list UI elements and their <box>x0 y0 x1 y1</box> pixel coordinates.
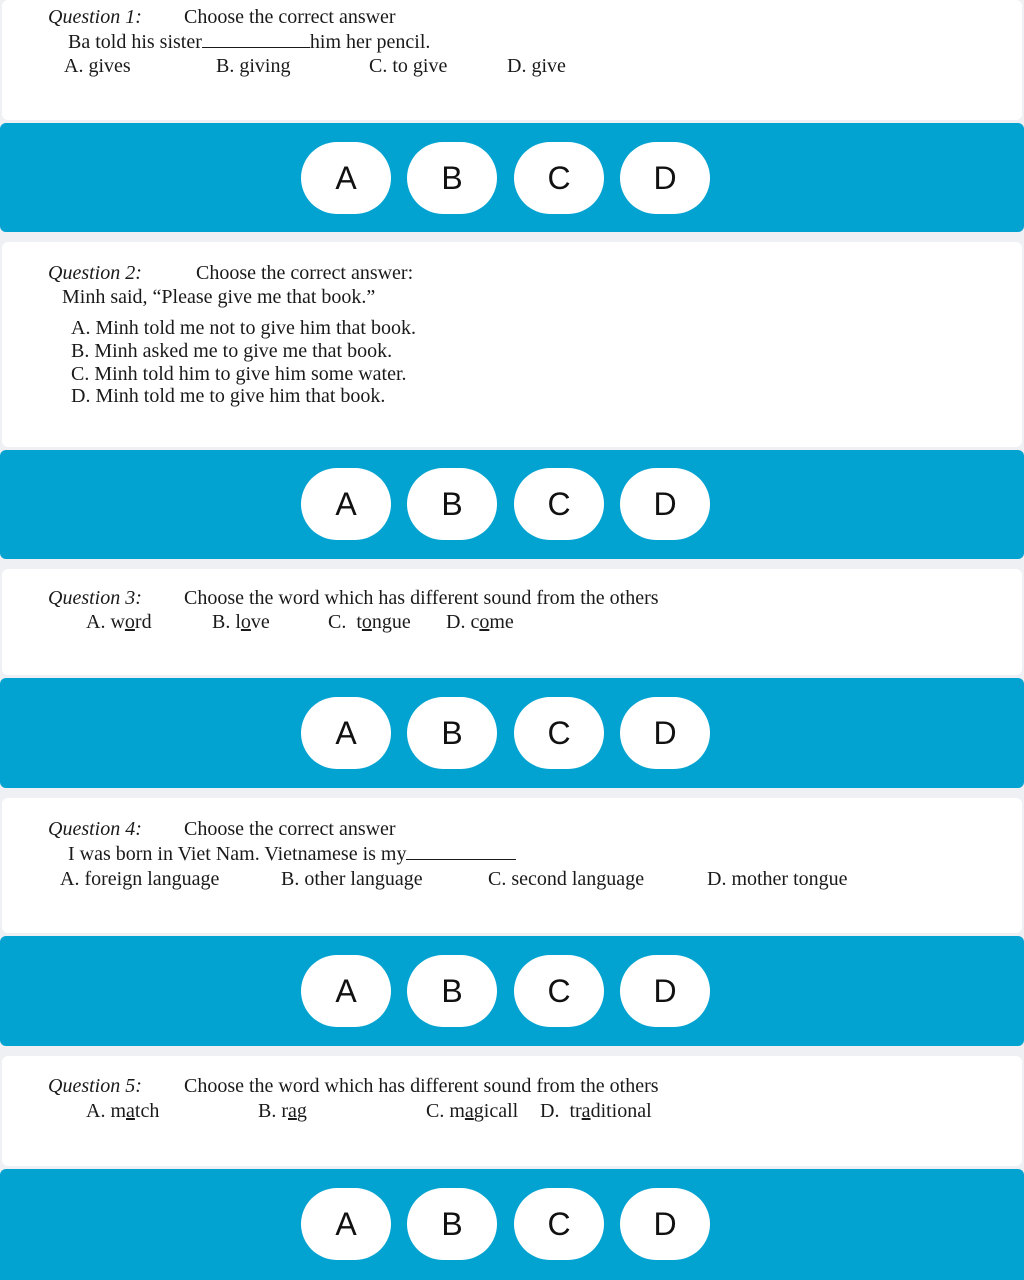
question-3-answer-d-button[interactable]: D <box>620 697 710 769</box>
underlined-letter: o <box>240 611 251 633</box>
question-1-option-c: C. to give <box>369 55 448 77</box>
question-4-option-b: B. other language <box>281 868 423 890</box>
question-5-option-c: C. magicall <box>426 1100 519 1122</box>
underlined-letter: a <box>464 1100 474 1122</box>
question-5-answer-a-button[interactable]: A <box>301 1188 391 1260</box>
question-4-instruction: Choose the correct answer <box>184 818 396 840</box>
question-1-answer-bar <box>0 123 1024 232</box>
question-4-stem-text: I was born in Viet Nam. Vietnamese is my <box>68 843 407 865</box>
question-1-stem-after: him her pencil. <box>309 31 431 53</box>
question-2-option-d: D. Minh told me to give him that book. <box>71 385 386 407</box>
question-3-option-d: D. come <box>446 611 514 633</box>
question-1-option-d: D. give <box>507 55 566 77</box>
question-4-option-c: C. second language <box>488 868 645 890</box>
question-2-option-c: C. Minh told him to give him some water. <box>71 363 407 385</box>
underlined-letter: a <box>581 1100 591 1122</box>
question-1-instruction: Choose the correct answer <box>184 6 396 28</box>
question-5-instruction: Choose the word which has different sound from the others <box>184 1075 659 1097</box>
question-2-answer-a-button[interactable]: A <box>301 468 391 540</box>
question-5-option-a: A. match <box>86 1100 160 1122</box>
question-1-answer-c-button[interactable]: C <box>514 142 604 214</box>
question-5-option-d: D. traditional <box>540 1100 652 1122</box>
question-2-label: Question 2: <box>48 262 142 284</box>
question-3-label: Question 3: <box>48 587 142 609</box>
question-2-option-b: B. Minh asked me to give me that book. <box>71 340 393 362</box>
question-1-answer-d-button[interactable]: D <box>620 142 710 214</box>
question-5-option-b: B. rag <box>258 1100 307 1122</box>
question-5-answer-bar <box>0 1169 1024 1280</box>
question-3-answer-a-button[interactable]: A <box>301 697 391 769</box>
question-3-option-c: C. tongue <box>328 611 411 633</box>
question-4-answer-b-button[interactable]: B <box>407 955 497 1027</box>
question-2-option-a: A. Minh told me not to give him that book. <box>71 317 416 339</box>
question-4-option-a: A. foreign language <box>60 868 220 890</box>
question-4-answer-d-button[interactable]: D <box>620 955 710 1027</box>
question-1-stem <box>68 30 430 54</box>
question-4-answer-a-button[interactable]: A <box>301 955 391 1027</box>
underlined-letter: o <box>361 611 372 633</box>
question-2-stem: Minh said, “Please give me that book.” <box>62 286 376 308</box>
question-1-option-b: B. giving <box>216 55 291 77</box>
question-4-answer-c-button[interactable]: C <box>514 955 604 1027</box>
question-1-answer-a-button[interactable]: A <box>301 142 391 214</box>
answer-blank <box>202 31 310 48</box>
question-1-answer-b-button[interactable]: B <box>407 142 497 214</box>
question-5-label: Question 5: <box>48 1075 142 1097</box>
question-5-answer-d-button[interactable]: D <box>620 1188 710 1260</box>
question-4-answer-bar <box>0 936 1024 1046</box>
question-3-instruction: Choose the word which has different sound from the others <box>184 587 659 609</box>
question-1-option-a: A. gives <box>64 55 131 77</box>
underlined-letter: a <box>288 1100 297 1122</box>
question-2-answer-d-button[interactable]: D <box>620 468 710 540</box>
question-2-answer-c-button[interactable]: C <box>514 468 604 540</box>
question-1-stem-before: Ba told his sister <box>68 31 202 53</box>
question-3-option-a: A. word <box>86 611 152 633</box>
question-3-option-b: B. love <box>212 611 270 633</box>
question-4-option-d: D. mother tongue <box>707 868 848 890</box>
question-2-instruction: Choose the correct answer: <box>196 262 414 284</box>
underlined-letter: a <box>126 1100 135 1122</box>
question-3-answer-b-button[interactable]: B <box>407 697 497 769</box>
question-4-label: Question 4: <box>48 818 142 840</box>
question-2-answer-bar <box>0 450 1024 559</box>
question-3-answer-c-button[interactable]: C <box>514 697 604 769</box>
question-2-answer-b-button[interactable]: B <box>407 468 497 540</box>
question-1-label: Question 1: <box>48 6 142 28</box>
question-5-answer-c-button[interactable]: C <box>514 1188 604 1260</box>
question-5-answer-b-button[interactable]: B <box>407 1188 497 1260</box>
answer-blank <box>406 843 516 860</box>
underlined-letter: o <box>479 611 490 633</box>
underlined-letter: o <box>124 611 135 633</box>
question-4-stem <box>68 842 516 866</box>
question-3-answer-bar <box>0 678 1024 788</box>
